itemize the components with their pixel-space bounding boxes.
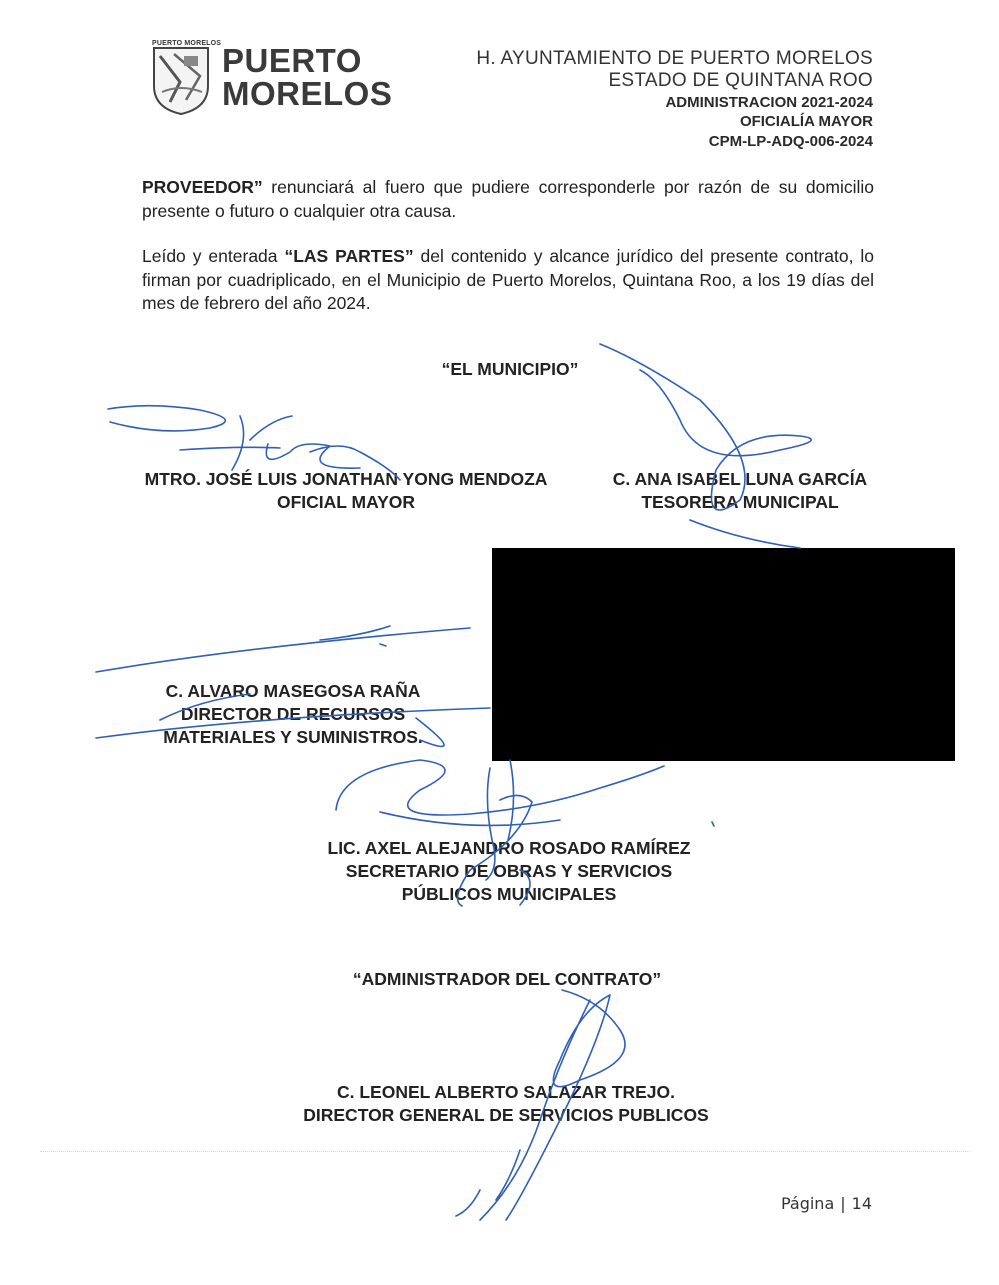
header-ayuntamiento: H. AYUNTAMIENTO DE PUERTO MORELOS xyxy=(476,48,873,69)
paragraph-fuero xyxy=(142,176,874,223)
header-contract-code: CPM-LP-ADQ-006-2024 xyxy=(708,133,873,150)
header-estado: ESTADO DE QUINTANA ROO xyxy=(608,70,873,91)
signatory-oficial-mayor xyxy=(108,468,584,514)
signatory-title: DIRECTOR DE RECURSOS xyxy=(180,704,406,724)
page-number-value: 14 xyxy=(851,1194,872,1213)
signatory-name: C. ALVARO MASEGOSA RAÑA xyxy=(165,681,421,701)
signatory-name: MTRO. JOSÉ LUIS JONATHAN YONG MENDOZA xyxy=(144,469,548,489)
signatory-title: TESORERA MUNICIPAL xyxy=(641,492,839,512)
paragraph-firma-bold: “LAS PARTES” xyxy=(284,246,414,266)
signatory-obras-publicas xyxy=(290,837,728,906)
paragraph-firma xyxy=(142,245,874,316)
paragraph-fuero-text: renunciará al fuero que pudiere corresponderle por razón de su domicilio presente o futuro o cualquier otra causa. xyxy=(142,177,874,221)
header-oficialia: OFICIALÍA MAYOR xyxy=(739,113,873,130)
logo-word-puerto: PUERTO xyxy=(222,42,362,79)
municipal-seal-icon xyxy=(150,42,212,116)
paragraph-firma-start: Leído y enterada xyxy=(142,246,285,266)
signatory-title: DIRECTOR GENERAL DE SERVICIOS PUBLICOS xyxy=(303,1105,709,1125)
paragraph-firma-text: del contenido y alcance jurídico del presente contrato, lo firman por cuadriplicado, en el Municipio de Puerto Morelos, Quintana Roo, a los 19 días del mes de febrero del año 2024. xyxy=(142,246,875,313)
signatory-name: C. LEONEL ALBERTO SALAZAR TREJO. xyxy=(336,1082,676,1102)
signatory-title: OFICIAL MAYOR xyxy=(276,492,416,512)
label-administrador-contrato: “ADMINISTRADOR DEL CONTRATO” xyxy=(352,969,662,989)
logo-caption: PUERTO MORELOS xyxy=(152,40,222,47)
signatory-title: MATERIALES Y SUMINISTROS. xyxy=(163,727,423,747)
paragraph-fuero-bold: PROVEEDOR” xyxy=(142,177,263,197)
logo-word-morelos: MORELOS xyxy=(222,75,393,112)
signatory-servicios-publicos xyxy=(260,1081,752,1127)
page-separator: | xyxy=(840,1194,846,1213)
signatory-tesorera xyxy=(590,468,890,514)
redaction-box xyxy=(492,548,955,761)
label-el-municipio: “EL MUNICIPIO” xyxy=(441,359,579,379)
signatory-name: LIC. AXEL ALEJANDRO ROSADO RAMÍREZ xyxy=(327,838,691,858)
signatory-name: C. ANA ISABEL LUNA GARCÍA xyxy=(612,469,868,489)
signatory-title: PÚBLICOS MUNICIPALES xyxy=(401,884,617,904)
page-label: Página xyxy=(780,1194,835,1213)
signatory-title: SECRETARIO DE OBRAS Y SERVICIOS xyxy=(345,861,673,881)
header-administracion: ADMINISTRACION 2021-2024 xyxy=(665,94,873,111)
page-number xyxy=(781,1194,872,1213)
footer-divider xyxy=(40,1151,970,1152)
signatory-recursos-materiales xyxy=(136,680,450,749)
